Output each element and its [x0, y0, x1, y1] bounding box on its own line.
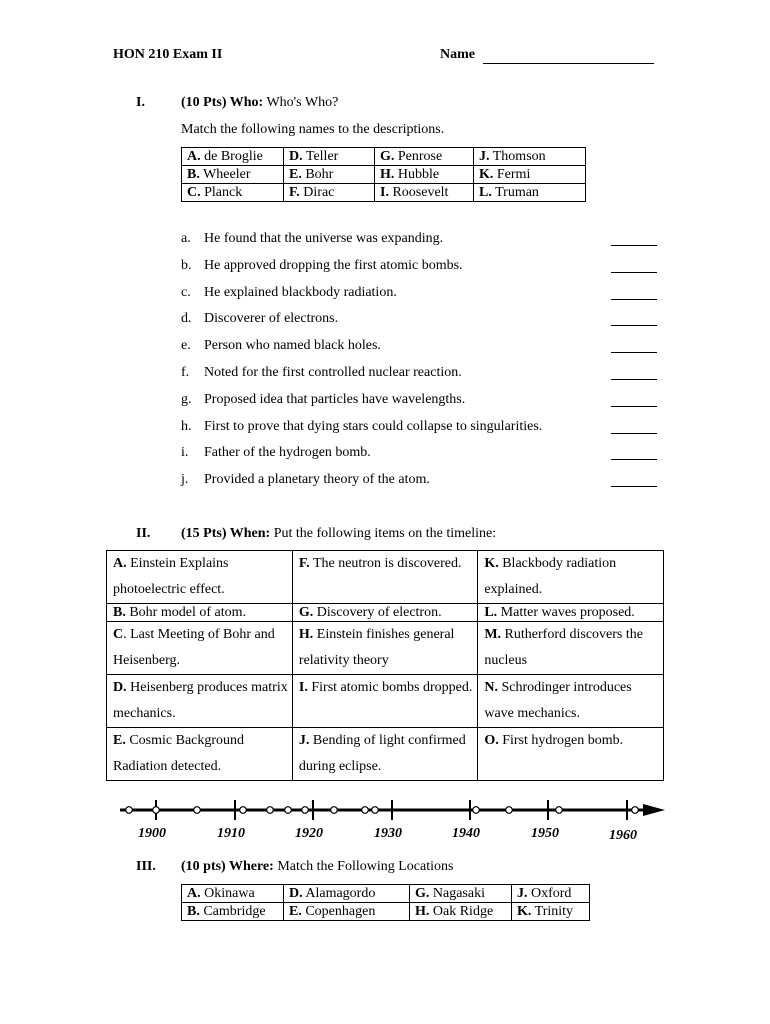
- event-cell: L. Matter waves proposed.: [478, 604, 664, 622]
- timeline-marker[interactable]: [126, 807, 133, 814]
- name-blank[interactable]: [483, 63, 654, 64]
- event-cell: G. Discovery of electron.: [292, 604, 477, 622]
- timeline-marker[interactable]: [153, 807, 160, 814]
- section-3-title: [181, 859, 453, 875]
- event-cell: D. Heisenberg produces matrix mechanics.: [107, 675, 293, 728]
- question-list: [181, 231, 661, 499]
- name-cell: H. Hubble: [375, 166, 474, 184]
- section-2-number: II.: [136, 526, 151, 541]
- timeline-marker[interactable]: [556, 807, 563, 814]
- timeline-label: 1930: [374, 826, 402, 841]
- answer-blank[interactable]: [611, 272, 657, 273]
- answer-blank[interactable]: [611, 379, 657, 380]
- answer-blank[interactable]: [611, 352, 657, 353]
- question-item: j. Provided a planetary theory of the atom.: [181, 472, 661, 499]
- name-cell: D. Teller: [284, 148, 375, 166]
- question-item: h. First to prove that dying stars could collapse to singularities.: [181, 419, 661, 446]
- timeline-marker[interactable]: [632, 807, 639, 814]
- location-cell: D. Alamagordo: [284, 885, 410, 903]
- timeline-marker[interactable]: [302, 807, 309, 814]
- locations-table: [181, 884, 590, 921]
- section-1-number: I.: [136, 95, 145, 110]
- event-cell: C. Last Meeting of Bohr and Heisenberg.: [107, 622, 293, 675]
- timeline-marker[interactable]: [267, 807, 274, 814]
- location-cell: K. Trinity: [512, 903, 590, 921]
- name-cell: G. Penrose: [375, 148, 474, 166]
- events-table: [106, 550, 664, 781]
- names-table: [181, 147, 586, 202]
- event-cell: A. Einstein Explains photoelectric effect.: [107, 551, 293, 604]
- timeline-label: 1940: [452, 826, 480, 841]
- event-cell: F. The neutron is discovered.: [292, 551, 477, 604]
- timeline-label: 1900: [138, 826, 166, 841]
- event-cell: J. Bending of light confirmed during eclipse.: [292, 728, 477, 781]
- location-cell: A. Okinawa: [182, 885, 284, 903]
- question-item: a. He found that the universe was expanding.: [181, 231, 661, 258]
- timeline-marker[interactable]: [285, 807, 292, 814]
- question-item: f. Noted for the first controlled nuclear reaction.: [181, 365, 661, 392]
- event-cell: E. Cosmic Background Radiation detected.: [107, 728, 293, 781]
- event-cell: M. Rutherford discovers the nucleus: [478, 622, 664, 675]
- location-cell: E. Copenhagen: [284, 903, 410, 921]
- question-item: i. Father of the hydrogen bomb.: [181, 445, 661, 472]
- name-cell: J. Thomson: [474, 148, 586, 166]
- section-1-title-bold: (10 Pts) Who:: [181, 95, 264, 110]
- section-1-instruction: Match the following names to the descriptions.: [181, 122, 445, 137]
- timeline-label: 1920: [295, 826, 323, 841]
- timeline-label: 1910: [217, 826, 245, 841]
- section-2-title-bold: (15 Pts) When:: [181, 526, 271, 541]
- question-item: c. He explained blackbody radiation.: [181, 285, 661, 312]
- location-cell: G. Nagasaki: [410, 885, 512, 903]
- section-1-title: [181, 95, 338, 111]
- event-cell: H. Einstein finishes general relativity theory: [292, 622, 477, 675]
- timeline-arrow-icon: [643, 804, 665, 816]
- name-cell: A. de Broglie: [182, 148, 284, 166]
- location-cell: J. Oxford: [512, 885, 590, 903]
- section-3-title-rest: Match the Following Locations: [277, 859, 454, 874]
- answer-blank[interactable]: [611, 406, 657, 407]
- timeline: [115, 796, 670, 826]
- timeline-marker[interactable]: [506, 807, 513, 814]
- section-3-number: III.: [136, 859, 156, 874]
- location-cell: H. Oak Ridge: [410, 903, 512, 921]
- answer-blank[interactable]: [611, 486, 657, 487]
- timeline-marker[interactable]: [331, 807, 338, 814]
- event-cell: N. Schrodinger introduces wave mechanics.: [478, 675, 664, 728]
- timeline-marker[interactable]: [362, 807, 369, 814]
- timeline-marker[interactable]: [240, 807, 247, 814]
- timeline-label: 1950: [531, 826, 559, 841]
- answer-blank[interactable]: [611, 299, 657, 300]
- name-cell: B. Wheeler: [182, 166, 284, 184]
- name-label: Name: [440, 47, 475, 62]
- question-item: e. Person who named black holes.: [181, 338, 661, 365]
- section-2-title-rest: Put the following items on the timeline:: [273, 526, 497, 541]
- timeline-marker[interactable]: [372, 807, 379, 814]
- exam-title: HON 210 Exam II: [113, 47, 223, 62]
- answer-blank[interactable]: [611, 245, 657, 246]
- name-cell: E. Bohr: [284, 166, 375, 184]
- timeline-marker[interactable]: [194, 807, 201, 814]
- section-1-title-rest: Who's Who?: [266, 95, 339, 110]
- question-item: b. He approved dropping the first atomic bombs.: [181, 258, 661, 285]
- section-3-title-bold: (10 pts) Where:: [181, 859, 274, 874]
- name-cell: C. Planck: [182, 184, 284, 202]
- timeline-marker[interactable]: [473, 807, 480, 814]
- answer-blank[interactable]: [611, 459, 657, 460]
- timeline-label: 1960: [609, 828, 637, 843]
- question-item: g. Proposed idea that particles have wavelengths.: [181, 392, 661, 419]
- location-cell: B. Cambridge: [182, 903, 284, 921]
- name-cell: I. Roosevelt: [375, 184, 474, 202]
- event-cell: O. First hydrogen bomb.: [478, 728, 664, 781]
- name-cell: F. Dirac: [284, 184, 375, 202]
- name-cell: L. Truman: [474, 184, 586, 202]
- event-cell: B. Bohr model of atom.: [107, 604, 293, 622]
- question-item: d. Discoverer of electrons.: [181, 311, 661, 338]
- name-cell: K. Fermi: [474, 166, 586, 184]
- answer-blank[interactable]: [611, 433, 657, 434]
- event-cell: K. Blackbody radiation explained.: [478, 551, 664, 604]
- section-2-title: [181, 526, 496, 542]
- answer-blank[interactable]: [611, 325, 657, 326]
- event-cell: I. First atomic bombs dropped.: [292, 675, 477, 728]
